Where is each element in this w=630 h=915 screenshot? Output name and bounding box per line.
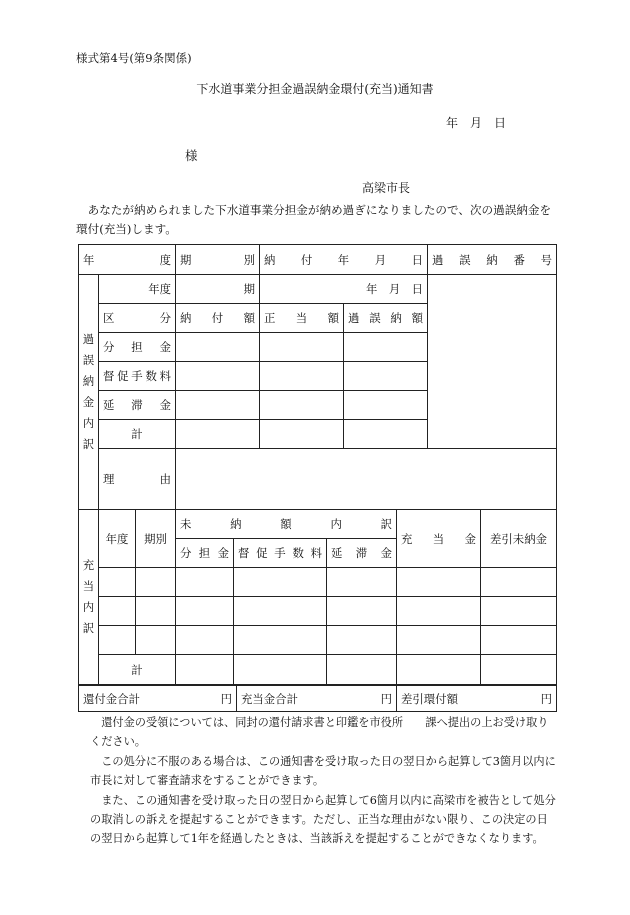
col-header-year: 年度: [99, 510, 136, 568]
total-correct-cell: [260, 420, 344, 449]
payment-date-cell: 年 月 日: [260, 275, 428, 304]
note-receipt: 還付金の受領については、同封の還付請求書と印鑑を市役所 課へ提出の上お受け取りください。: [90, 716, 549, 748]
table-row-cell: [481, 626, 557, 655]
table-row-cell: [481, 568, 557, 597]
row-label-total: 計: [99, 655, 176, 685]
col-header-applied-amount: 充 当 金: [397, 510, 481, 568]
row-label-total: 計: [99, 420, 176, 449]
applied-total-cell: [237, 686, 397, 712]
overpayment-table: [78, 244, 557, 510]
year-cell: 年度: [99, 275, 176, 304]
totals-table: [78, 685, 557, 712]
share-overpaid-cell: [344, 333, 428, 362]
table-row-cell: [327, 568, 397, 597]
refund-total-cell: [79, 686, 237, 712]
table-row-cell: [327, 626, 397, 655]
section-label-application: 充 当 内 訳: [79, 510, 99, 685]
period-cell: 期: [176, 275, 260, 304]
col-header-year: 年 度: [79, 245, 176, 275]
reason-cell: [176, 449, 557, 510]
late-paid-cell: [176, 391, 260, 420]
total-overpaid-cell: [344, 420, 428, 449]
table-row-cell: [176, 626, 234, 655]
col-header-remaining-unpaid: 差引未納金: [481, 510, 557, 568]
reminder-paid-cell: [176, 362, 260, 391]
total-late-cell: [327, 655, 397, 685]
yen-unit: 円: [540, 691, 552, 706]
col-header-period: 期別: [136, 510, 176, 568]
late-overpaid-cell: [344, 391, 428, 420]
table-row-cell: [397, 597, 481, 626]
form-number: 様式第4号(第9条関係): [76, 51, 192, 65]
table-row-cell: [327, 597, 397, 626]
col-header-payment-date: 納 付 年 月 日: [260, 245, 428, 275]
row-label-share: 分 担 金: [99, 333, 176, 362]
note-appeal: この処分に不服のある場合は、この通知書を受け取った日の翌日から起算して3箇月以内に市長に対して審査請求をすることができます。: [90, 755, 556, 787]
recipient-honorific: 様: [185, 148, 198, 163]
table-row-cell: [99, 568, 136, 597]
table-row-cell: [136, 568, 176, 597]
sub-header-reminder-fee: 督促手数料: [234, 539, 327, 568]
note-lawsuit: また、この通知書を受け取った日の翌日から起算して6箇月以内に高梁市を被告として処分の取消しの訴えを提起することができます。ただし、正当な理由がない限り、この決定の日の翌日から起算して1年を経過したときは、当該訴えを提起することができなくなります。: [90, 794, 556, 845]
table-row-cell: [234, 626, 327, 655]
table-row-cell: [136, 597, 176, 626]
intro-paragraph: あなたが納められました下水道事業分担金が納め過ぎになりましたので、次の過誤納金を環付(充当)します。: [76, 203, 552, 236]
document-title: 下水道事業分担金過誤納金環付(充当)通知書: [196, 82, 434, 96]
table-row-cell: [397, 568, 481, 597]
col-header-refund-number: 過 誤 納 番 号: [428, 245, 557, 275]
row-label-late-fee: 延 滞 金: [99, 391, 176, 420]
sub-header-share: 分担金: [176, 539, 234, 568]
applied-total-label: 充当金合計: [241, 691, 298, 706]
late-correct-cell: [260, 391, 344, 420]
total-remaining-cell: [481, 655, 557, 685]
row-label-reason: 理 由: [99, 449, 176, 510]
total-reminder-cell: [234, 655, 327, 685]
table-row-cell: [99, 597, 136, 626]
share-correct-cell: [260, 333, 344, 362]
col-header-paid-amount: 納 付 額: [176, 304, 260, 333]
col-header-period: 期 別: [176, 245, 260, 275]
issuer-name: 高梁市長: [362, 181, 411, 195]
col-header-overpaid-amount: 過誤納額: [344, 304, 428, 333]
table-row-cell: [99, 626, 136, 655]
refund-number-cell: [428, 275, 557, 449]
row-label-category: 区 分: [99, 304, 176, 333]
col-header-unpaid-breakdown: 未 納 額 内 訳: [176, 510, 397, 539]
application-table: [78, 509, 557, 685]
table-row-cell: [234, 568, 327, 597]
section-label-overpayment: 過 誤 納 金 内 訳: [79, 275, 99, 510]
table-row-cell: [176, 568, 234, 597]
yen-unit: 円: [220, 691, 232, 706]
total-paid-cell: [176, 420, 260, 449]
table-row-cell: [234, 597, 327, 626]
date-line: 年 月 日: [446, 116, 507, 130]
yen-unit: 円: [380, 691, 392, 706]
share-paid-cell: [176, 333, 260, 362]
table-row-cell: [136, 626, 176, 655]
total-applied-cell: [397, 655, 481, 685]
sub-header-late-fee: 延 滞 金: [327, 539, 397, 568]
reminder-correct-cell: [260, 362, 344, 391]
total-share-cell: [176, 655, 234, 685]
row-label-reminder-fee: 督促手数料: [99, 362, 176, 391]
net-refund-cell: [397, 686, 557, 712]
net-refund-label: 差引環付額: [401, 691, 458, 706]
table-row-cell: [176, 597, 234, 626]
reminder-overpaid-cell: [344, 362, 428, 391]
table-row-cell: [481, 597, 557, 626]
refund-total-label: 還付金合計: [83, 691, 140, 706]
col-header-correct-amount: 正 当 額: [260, 304, 344, 333]
table-row-cell: [397, 626, 481, 655]
